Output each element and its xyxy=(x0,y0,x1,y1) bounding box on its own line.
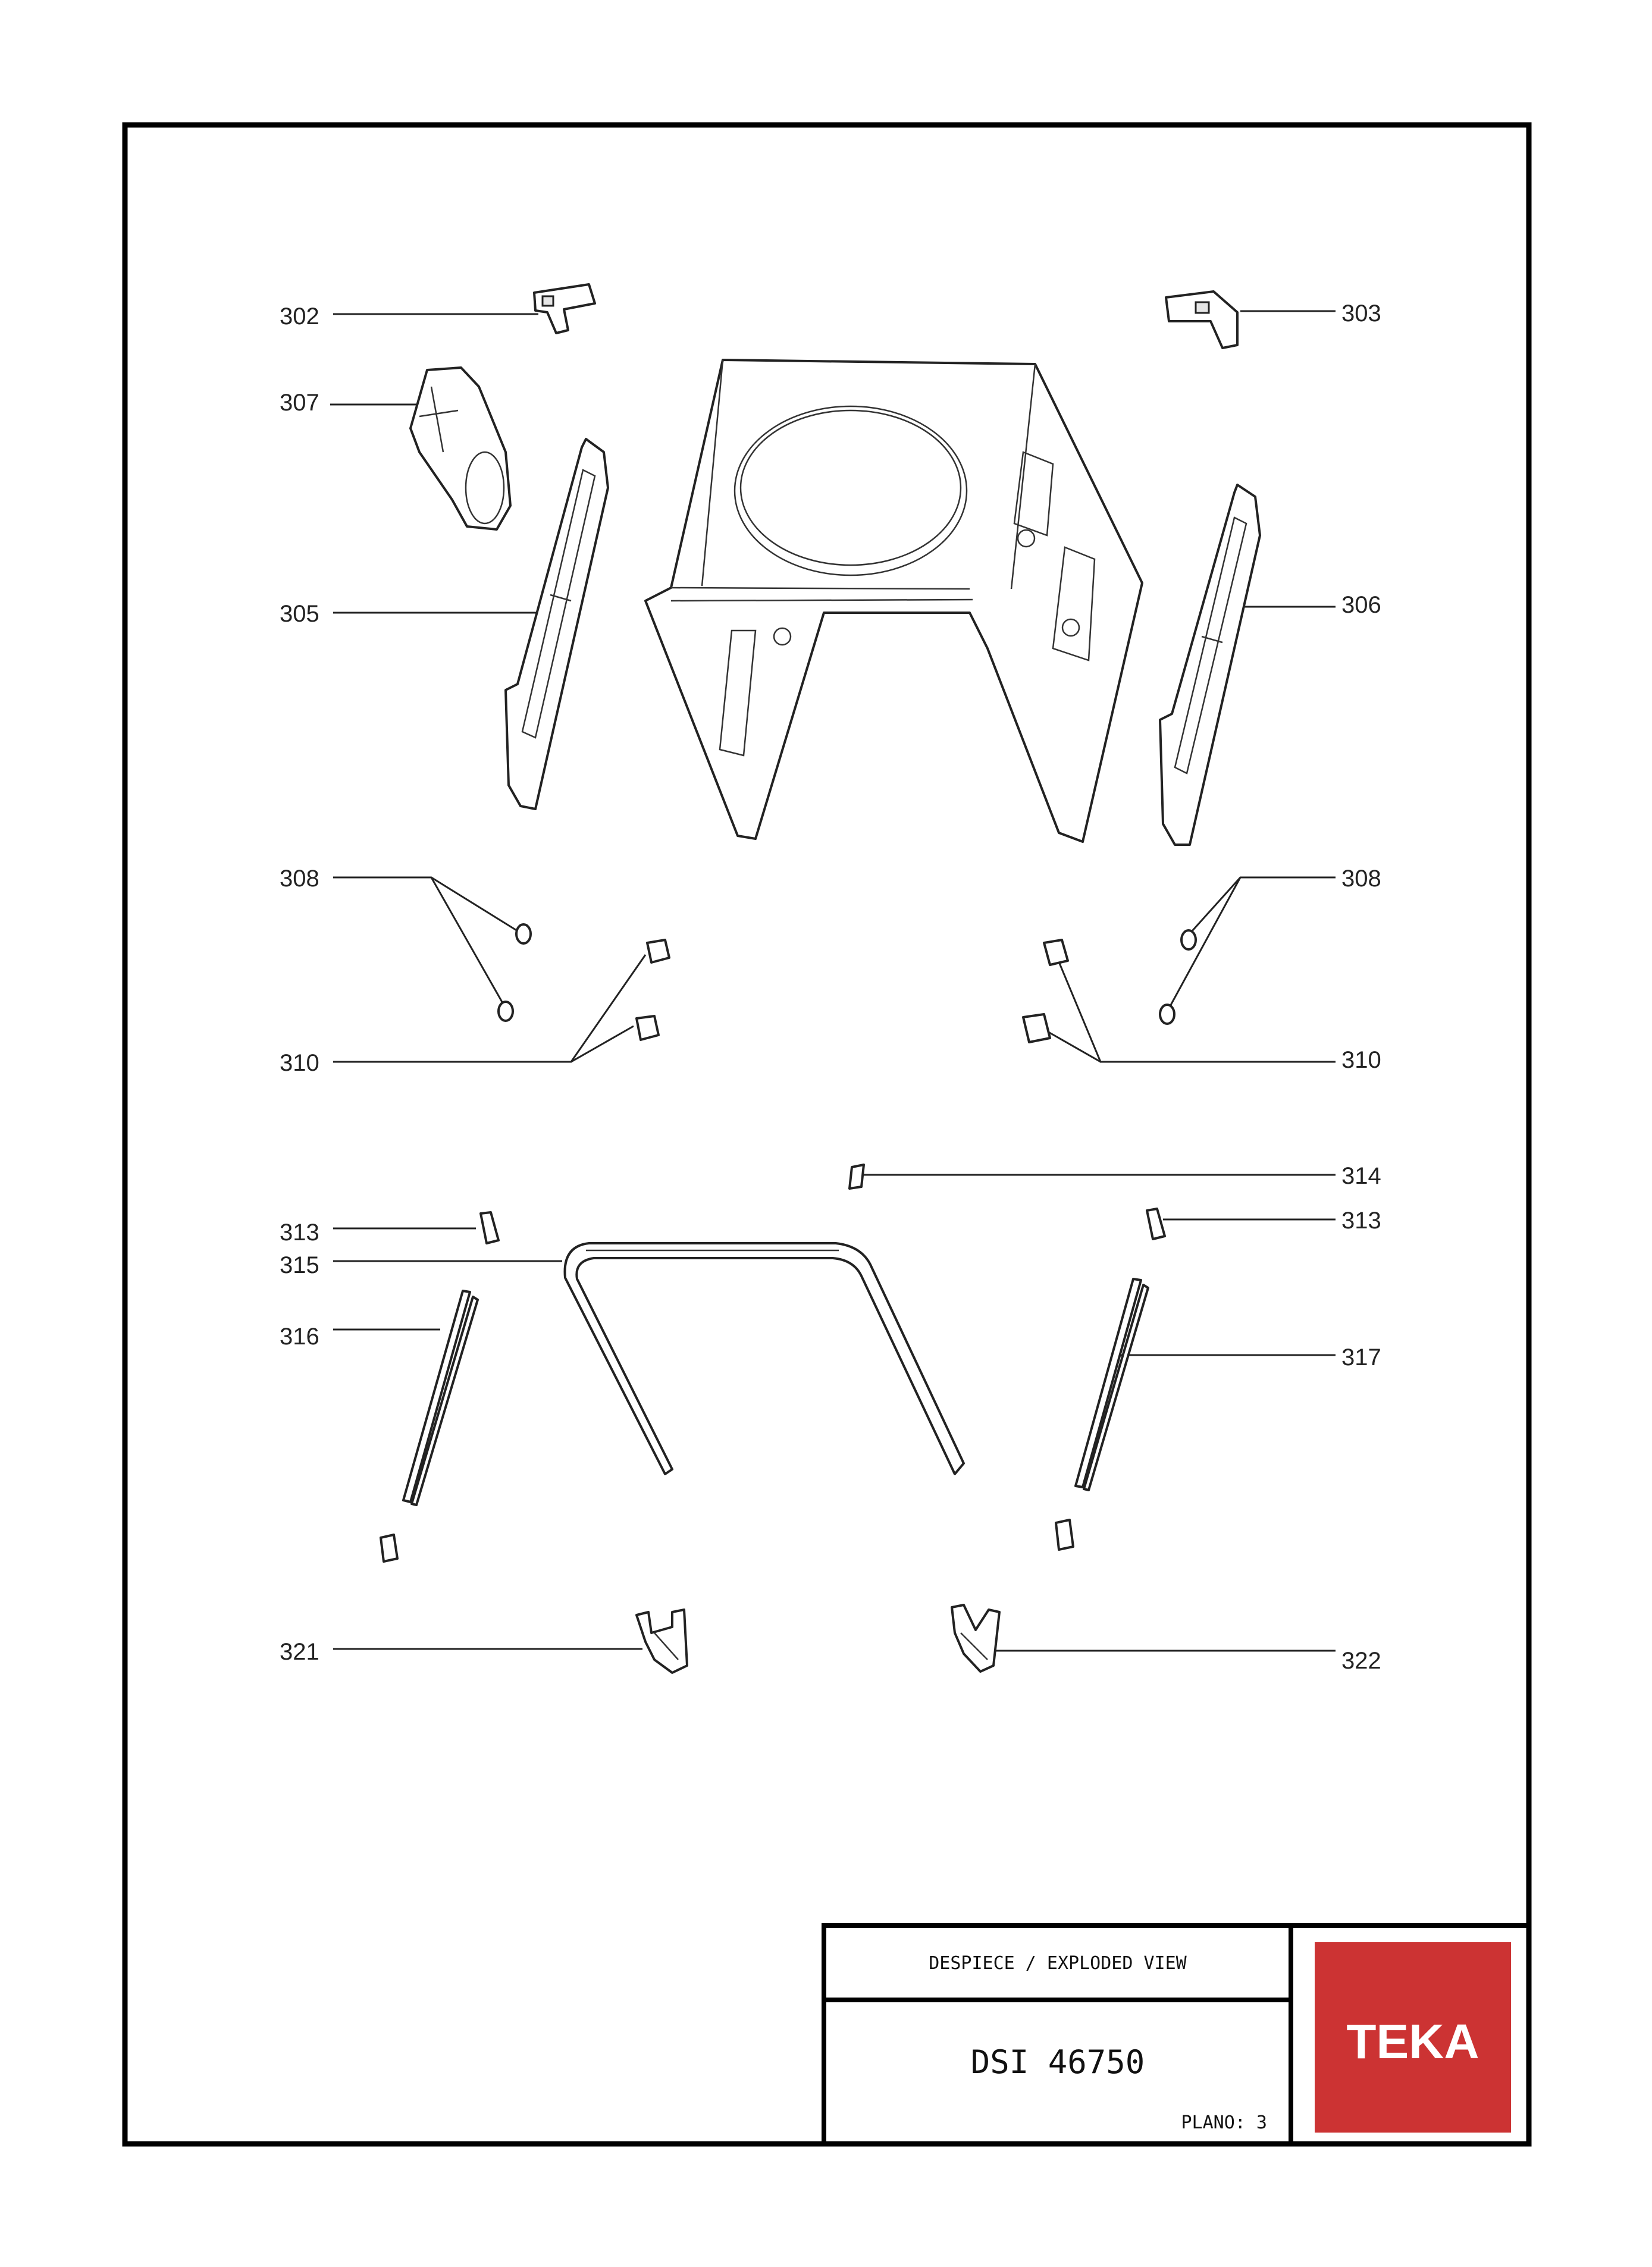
part-308-washers-left xyxy=(499,924,531,1021)
part-308-washers-right xyxy=(1160,930,1196,1024)
callout-308-right: 308 xyxy=(1341,866,1381,892)
callout-313-left: 313 xyxy=(280,1219,319,1246)
sheet-number: PLANO: 3 xyxy=(1181,2112,1267,2133)
part-305-side-panel-left xyxy=(506,439,608,809)
callout-313-right: 313 xyxy=(1341,1208,1381,1234)
part-316-side-rail-left xyxy=(381,1291,478,1561)
part-314-clip xyxy=(849,1165,864,1189)
callout-307: 307 xyxy=(280,390,319,416)
callout-302: 302 xyxy=(280,303,319,330)
callout-306: 306 xyxy=(1341,592,1381,618)
callout-314: 314 xyxy=(1341,1163,1381,1189)
callout-317: 317 xyxy=(1341,1344,1381,1371)
part-310-bushings-right xyxy=(1023,940,1068,1042)
part-310-bushings-left xyxy=(637,940,669,1040)
part-321-door-hinge-left xyxy=(637,1610,687,1673)
part-313-clip-right xyxy=(1147,1209,1165,1239)
view-title: DESPIECE / EXPLODED VIEW xyxy=(929,1953,1187,1974)
callout-310-left: 310 xyxy=(280,1050,319,1076)
callout-305: 305 xyxy=(280,601,319,627)
callout-316: 316 xyxy=(280,1324,319,1350)
callout-310-right: 310 xyxy=(1341,1047,1381,1073)
title-block xyxy=(824,1924,1529,2144)
part-315-door-gasket xyxy=(565,1243,964,1474)
callout-322: 322 xyxy=(1341,1648,1381,1674)
model-number: DSI 46750 xyxy=(970,2043,1145,2081)
callout-315: 315 xyxy=(280,1252,319,1278)
part-303-top-bracket-right xyxy=(1166,291,1237,348)
callout-308-left: 308 xyxy=(280,866,319,892)
part-306-side-panel-right xyxy=(1160,485,1260,845)
teka-logo: TEKA xyxy=(1346,2015,1479,2069)
part-317-side-rail-right xyxy=(1056,1279,1148,1550)
part-313-clip-left xyxy=(481,1212,499,1243)
part-307-fan-cover xyxy=(410,368,510,529)
part-oven-cavity xyxy=(645,360,1142,842)
part-302-top-bracket-left xyxy=(534,284,595,333)
part-322-door-hinge-right xyxy=(952,1605,999,1672)
callout-321: 321 xyxy=(280,1639,319,1665)
callout-303: 303 xyxy=(1341,300,1381,327)
